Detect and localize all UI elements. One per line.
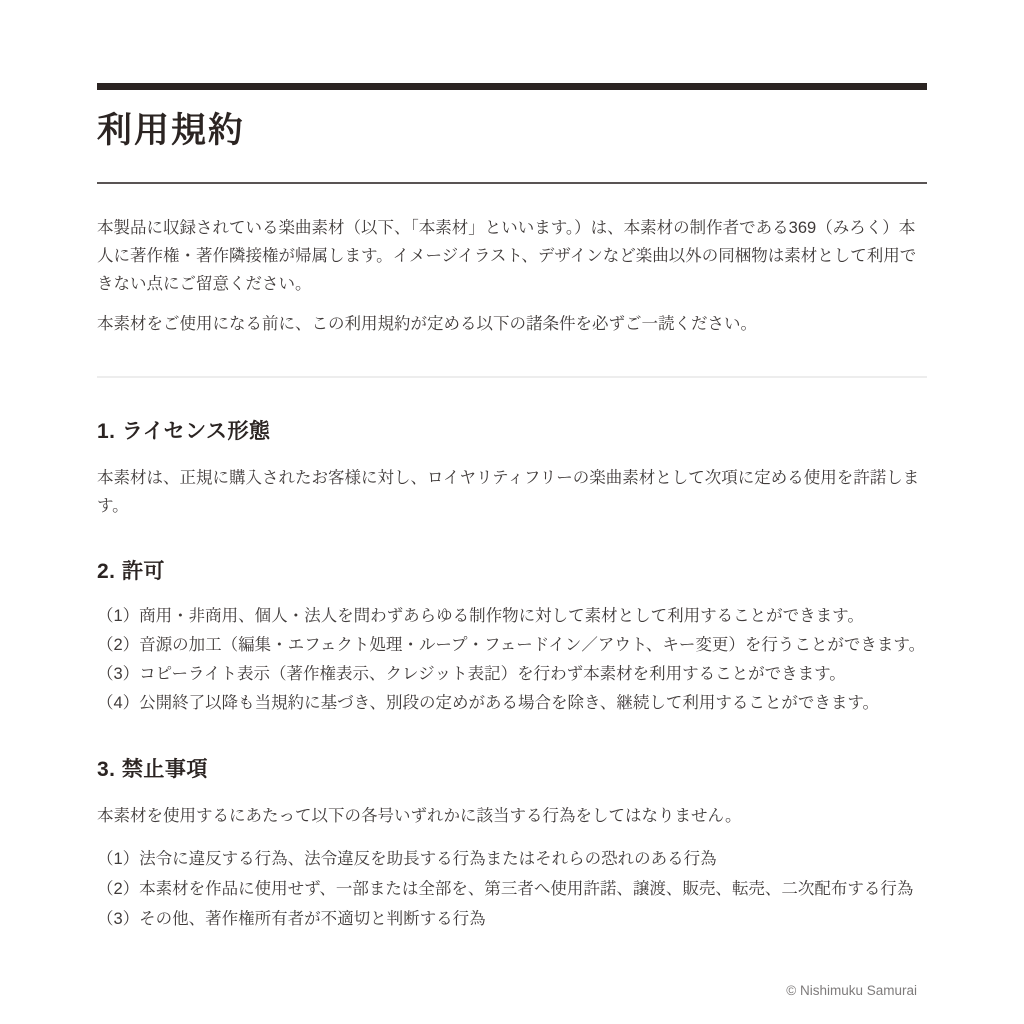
list-item: （4）公開終了以降も当規約に基づき、別段の定めがある場合を除き、継続して利用することができます。: [97, 694, 880, 712]
section-heading-permissions: 2. 許可: [97, 560, 165, 583]
title-divider: [97, 182, 927, 184]
list-item: （2）音源の加工（編集・エフェクト処理・ループ・フェードイン／アウト、キー変更）を行うことができます。: [97, 636, 926, 654]
section-body-prohibitions: 本素材を使用するにあたって以下の各号いずれかに該当する行為をしてはなりません。: [97, 807, 742, 825]
list-item: （1）商用・非商用、個人・法人を問わずあらゆる制作物に対して素材として利用することができます。: [97, 607, 864, 625]
document-content: [97, 0, 927, 1000]
section-heading-prohibitions: 3. 禁止事項: [97, 758, 208, 781]
copyright-notice: © Nishimuku Samurai: [786, 983, 917, 998]
intro-paragraph-2: 本素材をご使用になる前に、この利用規約が定める以下の諸条件を必ずご一読ください。: [97, 315, 757, 333]
list-item: （1）法令に違反する行為、法令違反を助長する行為またはそれらの恐れのある行為: [97, 850, 717, 868]
prohibitions-list: [97, 844, 927, 934]
section-body-license: 本素材は、正規に購入されたお客様に対し、ロイヤリティフリーの楽曲素材として次項に定める使用を許諾します。: [97, 469, 920, 515]
list-item: （3）その他、著作権所有者が不適切と判断する行為: [97, 910, 486, 928]
section-license: [97, 420, 927, 520]
permissions-list: [97, 602, 927, 718]
intro-paragraph-1: 本製品に収録されている楽曲素材（以下、「本素材」といいます。）は、本素材の制作者である369（みろく）本人に著作権・著作隣接権が帰属します。イメージイラスト、デザインなど楽曲以外の同梱物は素材として利用できない点にご留意ください。: [97, 219, 917, 293]
page-title: 利用規約: [97, 111, 246, 150]
list-item: （3）コピーライト表示（著作権表示、クレジット表記）を行わず本素材を利用することができます。: [97, 665, 846, 683]
section-divider: [97, 376, 927, 378]
top-rule: [97, 83, 927, 90]
section-heading-license: 1. ライセンス形態: [97, 420, 271, 443]
list-item: （2）本素材を作品に使用せず、一部または全部を、第三者へ使用許諾、譲渡、販売、転売、二次配布する行為: [97, 880, 914, 898]
section-permissions: [97, 560, 927, 718]
section-prohibitions: [97, 758, 927, 934]
